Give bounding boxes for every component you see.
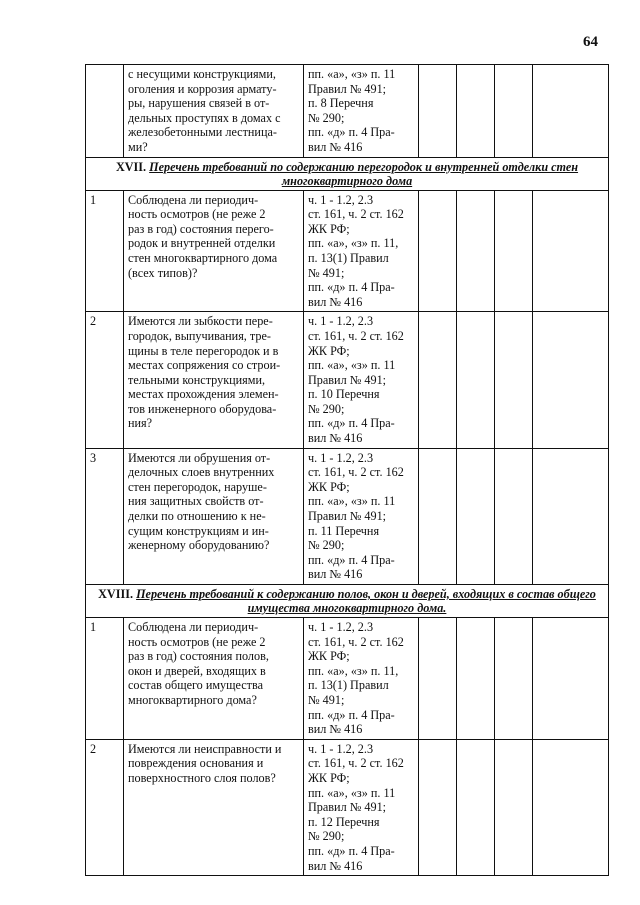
section-heading bbox=[86, 585, 609, 618]
reference-line: п. 13(1) Правил bbox=[308, 678, 389, 693]
reference-line: пп. «д» п. 4 Пра- bbox=[308, 280, 395, 295]
answer-no-cell bbox=[457, 312, 495, 448]
answer-yes-cell bbox=[419, 618, 457, 740]
note-cell bbox=[533, 312, 609, 448]
answer-na-cell bbox=[495, 190, 533, 312]
reference-line: вил № 416 bbox=[308, 294, 363, 309]
question-line: городок, выпучивания, тре- bbox=[128, 328, 271, 343]
question-line: поверхностного слоя полов? bbox=[128, 770, 276, 785]
answer-yes-cell bbox=[419, 312, 457, 448]
note-cell bbox=[533, 190, 609, 312]
question-line: окон и дверей, входящих в bbox=[128, 663, 266, 678]
question-line: Имеются ли неисправности и bbox=[128, 741, 282, 756]
question-line: тельными конструкциями, bbox=[128, 372, 266, 387]
page-number: 64 bbox=[583, 34, 598, 50]
reference-line: пп. «д» п. 4 Пра- bbox=[308, 843, 395, 858]
legal-reference-cell bbox=[304, 739, 419, 875]
question-line: железобетонными лестница- bbox=[128, 125, 277, 140]
answer-yes-cell bbox=[419, 65, 457, 158]
reference-line: вил № 416 bbox=[308, 858, 363, 873]
reference-line: ст. 161, ч. 2 ст. 162 bbox=[308, 634, 404, 649]
reference-line: пп. «д» п. 4 Пра- bbox=[308, 707, 395, 722]
reference-line: № 290; bbox=[308, 401, 345, 416]
legal-reference-cell bbox=[304, 312, 419, 448]
reference-line: п. 12 Перечня bbox=[308, 814, 380, 829]
reference-line: вил № 416 bbox=[308, 431, 363, 446]
question-line: ния? bbox=[128, 416, 153, 431]
answer-na-cell bbox=[495, 618, 533, 740]
item-number: 3 bbox=[86, 448, 124, 584]
question-line: Соблюдена ли периодич- bbox=[128, 192, 259, 207]
question-line: дельных проступях в домах с bbox=[128, 110, 281, 125]
item-number bbox=[86, 65, 124, 158]
reference-line: пп. «а», «з» п. 11 bbox=[308, 67, 396, 81]
reference-line: ч. 1 - 1.2, 2.3 bbox=[308, 192, 374, 207]
table-row bbox=[86, 618, 609, 740]
answer-yes-cell bbox=[419, 739, 457, 875]
section-heading bbox=[86, 157, 609, 190]
question-line: Имеются ли зыбкости пере- bbox=[128, 314, 273, 329]
reference-line: № 491; bbox=[308, 692, 345, 707]
note-cell bbox=[533, 739, 609, 875]
answer-na-cell bbox=[495, 739, 533, 875]
question-line: родок и внутренней отделки bbox=[128, 236, 276, 251]
question-line: делочных слоев внутренних bbox=[128, 465, 275, 480]
question-line: сущим конструкциям и ин- bbox=[128, 523, 269, 538]
reference-line: Правил № 491; bbox=[308, 372, 387, 387]
answer-yes-cell bbox=[419, 448, 457, 584]
reference-line: ЖК РФ; bbox=[308, 649, 350, 664]
question-line: с несущими конструкциями, bbox=[128, 67, 276, 81]
reference-line: ЖК РФ; bbox=[308, 343, 350, 358]
answer-no-cell bbox=[457, 618, 495, 740]
reference-line: ЖК РФ; bbox=[308, 221, 350, 236]
reference-line: Правил № 491; bbox=[308, 81, 387, 96]
answer-na-cell bbox=[495, 65, 533, 158]
reference-line: № 290; bbox=[308, 110, 345, 125]
question-line: местах прохождения элемен- bbox=[128, 387, 279, 402]
item-number: 2 bbox=[86, 739, 124, 875]
reference-line: п. 8 Перечня bbox=[308, 96, 374, 111]
question-cell bbox=[124, 190, 304, 312]
question-line: ность осмотров (не реже 2 bbox=[128, 207, 266, 222]
question-line: Имеются ли обрушения от- bbox=[128, 450, 271, 465]
question-line: многоквартирного дома? bbox=[128, 692, 257, 707]
reference-line: № 290; bbox=[308, 538, 345, 553]
answer-no-cell bbox=[457, 448, 495, 584]
question-line: тов инженерного оборудова- bbox=[128, 401, 277, 416]
section-row bbox=[86, 157, 609, 190]
question-line: ность осмотров (не реже 2 bbox=[128, 634, 266, 649]
reference-line: п. 11 Перечня bbox=[308, 523, 380, 538]
item-number: 1 bbox=[86, 618, 124, 740]
question-cell bbox=[124, 448, 304, 584]
reference-line: ст. 161, ч. 2 ст. 162 bbox=[308, 756, 404, 771]
question-line: местах сопряжения со строи- bbox=[128, 358, 281, 373]
table-row bbox=[86, 312, 609, 448]
question-line: стен многоквартирного дома bbox=[128, 250, 278, 265]
reference-line: пп. «д» п. 4 Пра- bbox=[308, 125, 395, 140]
question-line: Соблюдена ли периодич- bbox=[128, 620, 259, 634]
answer-no-cell bbox=[457, 190, 495, 312]
reference-line: вил № 416 bbox=[308, 567, 363, 582]
reference-line: пп. «д» п. 4 Пра- bbox=[308, 416, 395, 431]
question-line: стен перегородок, наруше- bbox=[128, 479, 267, 494]
reference-line: № 491; bbox=[308, 265, 345, 280]
question-line: повреждения основания и bbox=[128, 756, 264, 771]
reference-line: вил № 416 bbox=[308, 722, 363, 737]
reference-line: п. 13(1) Правил bbox=[308, 250, 389, 265]
reference-line: пп. «а», «з» п. 11, bbox=[308, 663, 399, 678]
reference-line: п. 10 Перечня bbox=[308, 387, 380, 402]
question-line: (всех типов)? bbox=[128, 265, 198, 280]
legal-reference-cell bbox=[304, 448, 419, 584]
legal-reference-cell bbox=[304, 618, 419, 740]
question-line: оголения и коррозия армату- bbox=[128, 81, 277, 96]
reference-line: ч. 1 - 1.2, 2.3 bbox=[308, 620, 374, 634]
note-cell bbox=[533, 618, 609, 740]
answer-yes-cell bbox=[419, 190, 457, 312]
table-row bbox=[86, 190, 609, 312]
answer-na-cell bbox=[495, 448, 533, 584]
question-line: щины в теле перегородок и в bbox=[128, 343, 279, 358]
table-row bbox=[86, 448, 609, 584]
question-line: ния защитных свойств от- bbox=[128, 494, 264, 509]
reference-line: ЖК РФ; bbox=[308, 770, 350, 785]
reference-line: ст. 161, ч. 2 ст. 162 bbox=[308, 465, 404, 480]
question-line: делки по отношению к не- bbox=[128, 509, 266, 524]
reference-line: пп. «а», «з» п. 11 bbox=[308, 358, 396, 373]
answer-no-cell bbox=[457, 65, 495, 158]
checklist-table bbox=[85, 64, 609, 876]
reference-line: пп. «а», «з» п. 11, bbox=[308, 236, 399, 251]
section-row bbox=[86, 585, 609, 618]
reference-line: ч. 1 - 1.2, 2.3 bbox=[308, 314, 374, 329]
question-line: ми? bbox=[128, 139, 148, 154]
section-number: XVIII. bbox=[98, 587, 134, 601]
question-line: ры, нарушения связей в от- bbox=[128, 96, 270, 111]
reference-line: ст. 161, ч. 2 ст. 162 bbox=[308, 328, 404, 343]
reference-line: пп. «а», «з» п. 11 bbox=[308, 785, 396, 800]
reference-line: Правил № 491; bbox=[308, 800, 387, 815]
table-row bbox=[86, 65, 609, 158]
question-cell bbox=[124, 312, 304, 448]
answer-no-cell bbox=[457, 739, 495, 875]
reference-line: Правил № 491; bbox=[308, 509, 387, 524]
checklist-body bbox=[86, 65, 609, 876]
item-number: 2 bbox=[86, 312, 124, 448]
reference-line: ст. 161, ч. 2 ст. 162 bbox=[308, 207, 404, 222]
note-cell bbox=[533, 65, 609, 158]
legal-reference-cell bbox=[304, 190, 419, 312]
reference-line: ч. 1 - 1.2, 2.3 bbox=[308, 450, 374, 465]
question-cell bbox=[124, 739, 304, 875]
table-row bbox=[86, 739, 609, 875]
note-cell bbox=[533, 448, 609, 584]
reference-line: ч. 1 - 1.2, 2.3 bbox=[308, 741, 374, 756]
section-title: Перечень требований по содержанию перегородок и внутренней отделки стен многоквартирного дома bbox=[149, 159, 579, 188]
question-line: состав общего имущества bbox=[128, 678, 263, 693]
reference-line: пп. «д» п. 4 Пра- bbox=[308, 552, 395, 567]
reference-line: № 290; bbox=[308, 829, 345, 844]
question-line: женерному оборудованию? bbox=[128, 538, 270, 553]
reference-line: вил № 416 bbox=[308, 139, 363, 154]
question-cell bbox=[124, 65, 304, 158]
item-number: 1 bbox=[86, 190, 124, 312]
question-cell bbox=[124, 618, 304, 740]
answer-na-cell bbox=[495, 312, 533, 448]
legal-reference-cell bbox=[304, 65, 419, 158]
section-title: Перечень требований к содержанию полов, окон и дверей, входящих в состав общего имущества многоквартирного дома. bbox=[136, 587, 596, 615]
question-line: раз в год) состояния полов, bbox=[128, 649, 269, 664]
section-number: XVII. bbox=[115, 159, 147, 174]
reference-line: пп. «а», «з» п. 11 bbox=[308, 494, 396, 509]
reference-line: ЖК РФ; bbox=[308, 479, 350, 494]
question-line: раз в год) состояния перего- bbox=[128, 221, 274, 236]
